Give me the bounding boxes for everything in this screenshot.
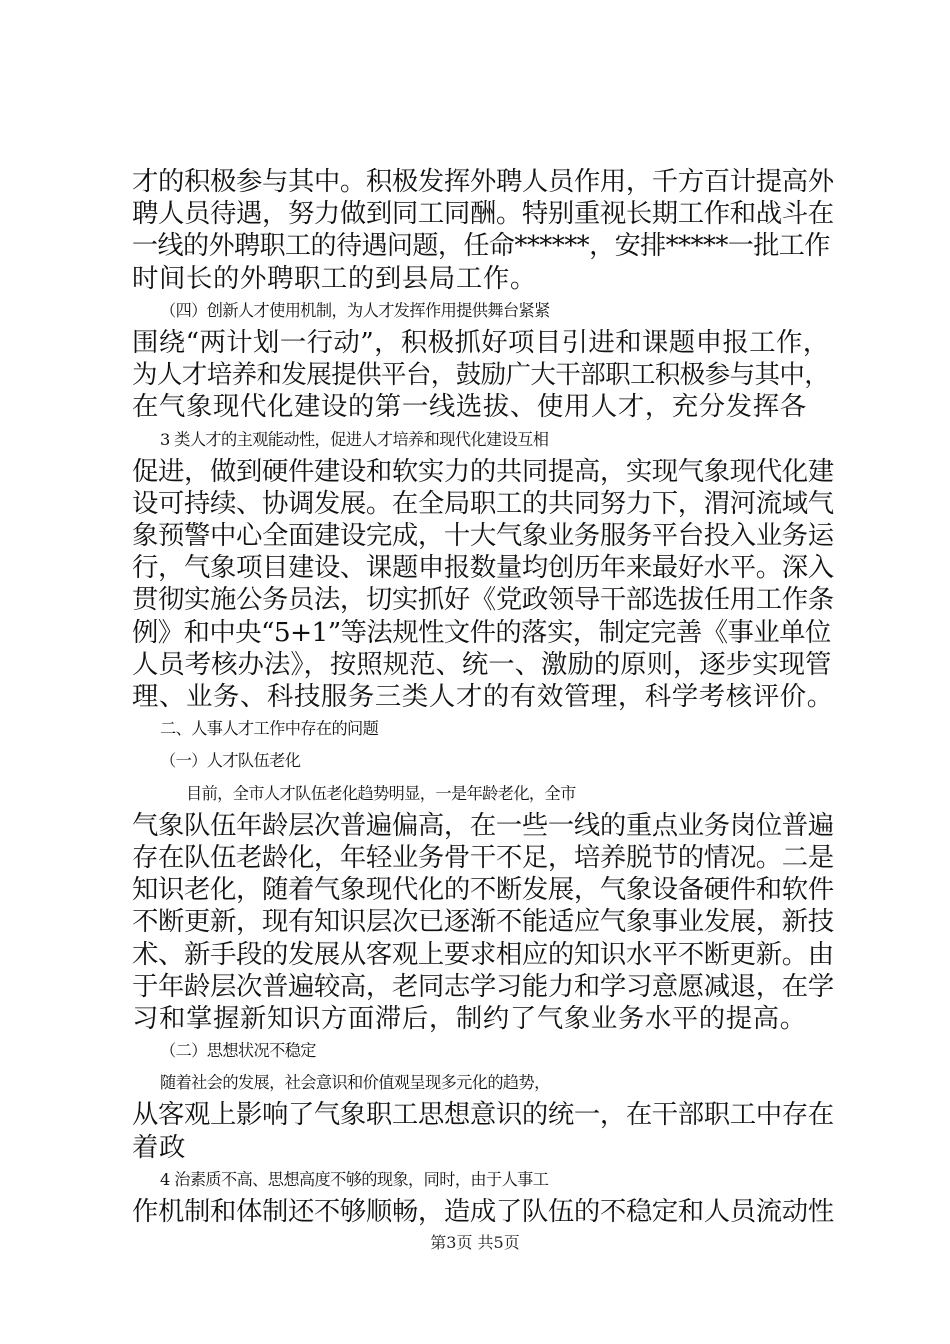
text-line: 聘人员待遇，努力做到同工同酬。特别重视长期工作和战斗在	[132, 198, 834, 229]
text-line: 从客观上影响了气象职工思想意识的统一，在干部职工中存在	[132, 1099, 834, 1130]
text-line: 行，气象项目建设、课题申报数量均创历年来最好水平。深入	[132, 552, 834, 583]
section-heading: 二、人事人才工作中存在的问题	[160, 719, 379, 738]
text-line: 存在队伍老龄化，年轻业务骨干不足，培养脱节的情况。二是	[132, 842, 834, 873]
text-line: 时间长的外聘职工的到县局工作。	[132, 263, 537, 294]
text-line: 一线的外聘职工的待遇问题，任命******，安排*****一批工作	[132, 231, 830, 261]
text-line: 围绕“两计划一行动”，积极抓好项目引进和课题申报工作，	[132, 327, 830, 358]
text-line: 术、新手段的发展从客观上要求相应的知识水平不断更新。由	[132, 939, 834, 970]
text-line: 人员考核办法》，按照规范、统一、激励的原则，逐步实现管	[132, 649, 832, 680]
text-line: 目前，全市人才队伍老化趋势明显，一是年龄老化，全市	[186, 784, 576, 803]
text-line: 象预警中心全面建设完成，十大气象业务服务平台投入业务运	[132, 520, 834, 551]
text-line: 知识老化，随着气象现代化的不断发展，气象设备硬件和软件	[132, 874, 834, 905]
text-line: 于年龄层次普遍较高，老同志学习能力和学习意愿减退，在学	[132, 971, 834, 1002]
text-line: 4 治素质不高、思想高度不够的现象，同时，由于人事工	[160, 1170, 549, 1189]
text-line: 才的积极参与其中。积极发挥外聘人员作用，千方百计提高外	[132, 166, 834, 197]
page-footer: 第3页 共5页	[430, 1233, 520, 1252]
subsection-heading: （二）思想状况不稳定	[160, 1041, 316, 1060]
text-line: 在气象现代化建设的第一线选拔、使用人才，充分发挥各	[132, 391, 807, 422]
text-line: 促进，做到硬件建设和软实力的共同提高，实现气象现代化建	[132, 456, 834, 487]
text-line: 3 类人才的主观能动性，促进人才培养和现代化建设互相	[160, 430, 549, 449]
text-line: 习和掌握新知识方面滞后，制约了气象业务水平的提高。	[132, 1003, 807, 1034]
text-line: 不断更新，现有知识层次已逐渐不能适应气象事业发展，新技	[132, 906, 834, 937]
text-line: 贯彻实施公务员法，切实抓好《党政领导干部选拔任用工作条	[132, 584, 834, 615]
text-line: 气象队伍年龄层次普遍偏高，在一些一线的重点业务岗位普遍	[132, 810, 834, 841]
text-line: 作机制和体制还不够顺畅，造成了队伍的不稳定和人员流动性	[132, 1196, 834, 1227]
text-line: 设可持续、协调发展。在全局职工的共同努力下，渭河流域气	[132, 488, 834, 519]
text-line: 着政	[132, 1132, 186, 1163]
subsection-heading: （一）人才队伍老化	[160, 751, 301, 770]
text-line: （四）创新人才使用机制，为人才发挥作用提供舞台紧紧	[160, 301, 550, 320]
text-line: 例》和中央“5+1”等法规性文件的落实，制定完善《事业单位	[132, 617, 831, 648]
text-line: 理、业务、科技服务三类人才的有效管理，科学考核评价。	[132, 681, 834, 712]
text-line: 为人才培养和发展提供平台，鼓励广大干部职工积极参与其中，	[132, 360, 830, 390]
text-line: 随着社会的发展，社会意识和价值观呈现多元化的趋势，	[160, 1073, 550, 1092]
